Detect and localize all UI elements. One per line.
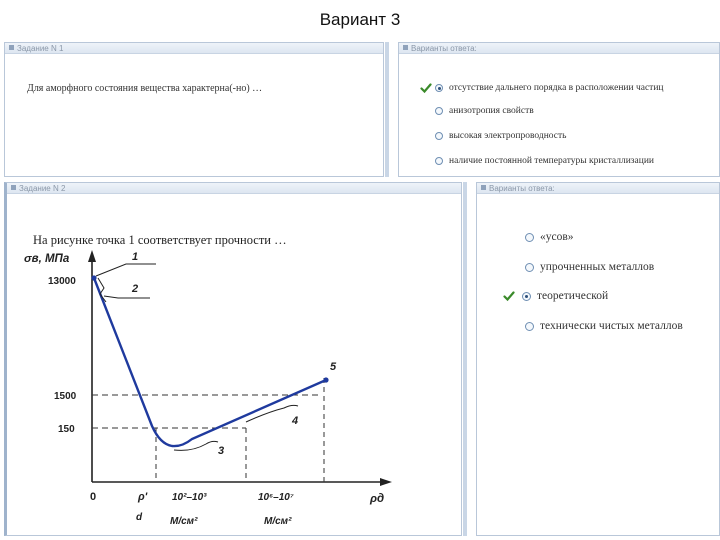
task1-option-2[interactable]: [435, 106, 534, 116]
header-square-icon: [9, 45, 14, 50]
x-sub-units-1: М/см²: [170, 516, 198, 527]
task1-answers-header: [399, 43, 719, 54]
task1-header-text: Задание N 1: [17, 44, 64, 53]
radio[interactable]: [435, 157, 443, 165]
task2-option-2[interactable]: [525, 261, 654, 273]
task1-question: Для аморфного состояния вещества характерна(-но) …: [27, 83, 263, 94]
x-tick-rho: ρ': [138, 491, 148, 503]
radio[interactable]: [525, 263, 534, 272]
x-axis-label: ρд: [370, 493, 385, 505]
point-label-4: 4: [292, 415, 299, 427]
x-sub-d: d: [136, 512, 143, 523]
header-square-icon: [403, 45, 408, 50]
task1-option-4-label: наличие постоянной температуры кристаллизации: [449, 156, 654, 166]
radio[interactable]: [525, 233, 534, 242]
leader-1: [96, 264, 156, 276]
task2-divider: [463, 182, 467, 536]
point-label-3: 3: [218, 445, 225, 457]
radio-selected[interactable]: [522, 292, 531, 301]
brace-4: [246, 405, 298, 422]
point-1-marker: [91, 275, 96, 280]
task1-option-3[interactable]: [435, 131, 566, 141]
task2-option-4[interactable]: [525, 320, 683, 332]
y-axis-label: σв, МПа: [24, 253, 70, 265]
y-tick-1500: 1500: [54, 391, 77, 402]
task1-option-1-label: отсутствие дальнего порядка в расположении частиц: [449, 83, 664, 93]
point-label-1: 1: [132, 251, 139, 263]
task1-divider: [385, 42, 389, 177]
x-sub-units-2: М/см²: [264, 516, 292, 527]
leader-2: [104, 296, 150, 298]
point-5-marker: [323, 377, 328, 382]
task1-question-panel: [4, 42, 384, 177]
checkmark-icon: [420, 82, 432, 94]
task2-question: На рисунке точка 1 соответствует прочности …: [33, 233, 287, 247]
task2-answers-panel: [476, 182, 720, 536]
x-axis-arrow: [380, 478, 392, 486]
task1-header: [5, 43, 383, 54]
task1-option-2-label: анизотропия свойств: [449, 106, 534, 116]
point-label-5: 5: [330, 361, 337, 373]
point-label-2: 2: [132, 283, 139, 295]
x-tick-1e6-1e7: 10⁶–10⁷: [258, 492, 294, 503]
header-square-icon: [481, 185, 486, 190]
radio[interactable]: [435, 107, 443, 115]
task2-option-3[interactable]: [503, 290, 608, 302]
x-tick-1e2-1e3: 10²–10³: [172, 492, 207, 503]
checkmark-icon: [503, 290, 515, 302]
task2-option-3-label: теоретической: [537, 290, 609, 302]
y-tick-150: 150: [58, 424, 75, 435]
page-title: Вариант 3: [319, 10, 401, 29]
task2-header-text: Задание N 2: [19, 184, 66, 193]
task2-option-2-label: упрочненных металлов: [540, 261, 655, 273]
task2-option-1-label: «усов»: [540, 231, 574, 243]
task2-answers-header-text: Варианты ответа:: [489, 184, 555, 193]
y-tick-13000: 13000: [48, 276, 76, 287]
task1-option-4[interactable]: [435, 156, 654, 166]
y-axis-arrow: [88, 250, 96, 262]
origin-label: 0: [90, 491, 97, 503]
task2-header: [7, 183, 461, 194]
task2-answers-header: [477, 183, 719, 194]
radio-selected[interactable]: [435, 84, 443, 92]
task1-option-3-label: высокая электропроводность: [449, 131, 567, 141]
task2-option-1[interactable]: [525, 231, 574, 243]
task1-option-1[interactable]: [420, 82, 664, 94]
strength-dislocation-graph: [22, 244, 402, 530]
radio[interactable]: [525, 322, 534, 331]
task2-option-4-label: технически чистых металлов: [540, 320, 683, 332]
header-square-icon: [11, 185, 16, 190]
radio[interactable]: [435, 132, 443, 140]
task1-answers-header-text: Варианты ответа:: [411, 44, 477, 53]
